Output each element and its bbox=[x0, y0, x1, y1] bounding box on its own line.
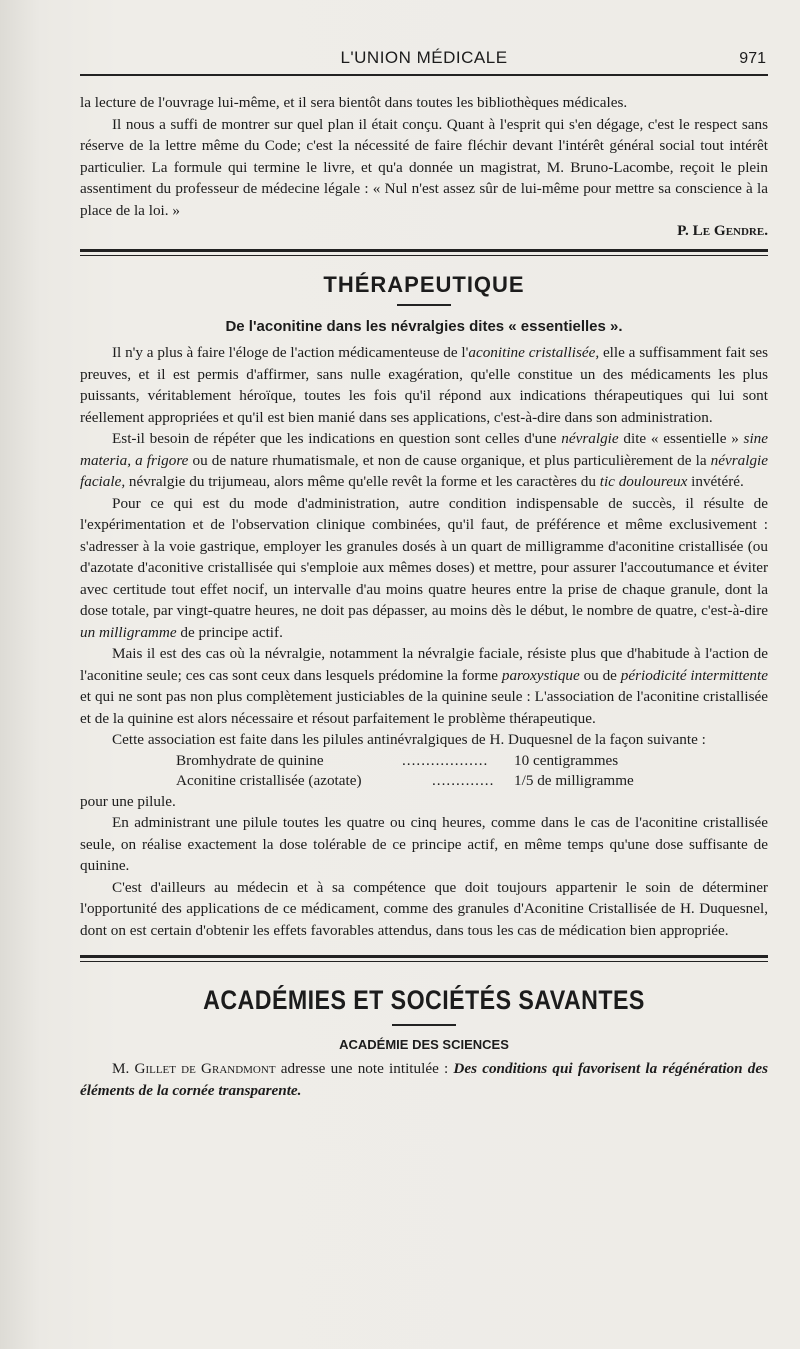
signature bbox=[80, 221, 768, 241]
ingredient-name: Bromhydrate de quinine bbox=[176, 751, 324, 769]
emphasis: tic douloureux bbox=[599, 473, 688, 490]
academy-subtitle: ACADÉMIE DES SCIENCES bbox=[339, 1037, 509, 1052]
intro-paragraph-2: Il nous a suffi de montrer sur quel plan il était conçu. Quant à l'esprit qui s'en dégage, c'est le respect sans réserve de la lettre même du Code; c'est la nécessité de faire fléchir devant l'intérêt général social tout intérêt particulier. La formule qui termine le livre, et qu'a donnée un magistrat, M. Bruno-Lacombe, reçoit le plein assentiment du professeur de médecine légale : « Nul n'est assez sûr de lui-même pour mettre sa conscience à la place de la loi. » bbox=[80, 115, 768, 219]
text-span: et qui ne sont pas non plus complètement justiciables de la quinine seule : L'association de l'aconitine cristallisée et de la quinine est alors nécessaire et résout parfaitement le problème thérapeutique. bbox=[80, 688, 768, 727]
text-span: elle a suffisamment fait ses preuves, et il est permis d'affirmer, sans nulle exagération, qu'elle constitue un des médicaments les plus puissants, véritablement héroïque, toutes les fois qu'il répond aux indications thérapeutiques qui lui sont réellement appropriées et qu'il est bien manié dans ses applications, c'est-à-dire dans son administration. bbox=[80, 344, 769, 426]
emphasis: sine materia, a frigore bbox=[80, 430, 769, 469]
text-span: névralgie du trijumeau, alors même qu'elle revêt la forme et les caractères du bbox=[125, 473, 600, 490]
text-span: adresse une note intitulée : bbox=[275, 1060, 454, 1077]
text-span: ou de nature rhumatismale, et non de cause organique, et plus particulièrement de la bbox=[188, 451, 711, 469]
emphasis: névralgie bbox=[561, 430, 619, 447]
formula-end: pour une pilule. bbox=[80, 792, 176, 810]
leader-dots: .................. bbox=[402, 751, 489, 769]
emphasis: névralgie faciale, bbox=[80, 451, 768, 490]
text-span: de principe actif. bbox=[176, 623, 283, 641]
academies-paragraph-1 bbox=[80, 1058, 768, 1101]
text-span: ou de bbox=[579, 666, 621, 684]
therapeutique-paragraph-4 bbox=[80, 643, 768, 729]
formula-row bbox=[176, 771, 768, 791]
therapeutique-paragraph-1 bbox=[80, 342, 768, 428]
signature-name: P. Le Gendre. bbox=[677, 222, 768, 239]
section-title-academies: ACADÉMIES ET SOCIÉTÉS SAVANTES bbox=[203, 985, 645, 1015]
formula-table bbox=[176, 751, 768, 791]
text-span: Pour ce qui est du mode d'administration, autre condition indispensable de succès, il résulte de l'expérimentation et de l'observation clinique combinées, qu'il faut, de préférence et même exclusivement : s'adresser à la voie gastrique, employer les granules dosés à un quart de milligramme d'aconitine cristallisée (ou d'azotate d'aconitive cristallisée qui s'emploie aux mêmes doses) et mettre, pour assurer l'accoutumance et éviter avec certitude tout effet nocif, un intervalle d'au moins quatre heures entre la prise de chaque granule, dont la dose totale, par vingt-quatre heures, ne doit pas dépasser, au moins dès le début, le nombre de quatre, c'est-à-dire bbox=[80, 494, 768, 619]
section-divider bbox=[80, 955, 768, 962]
ingredient-name: Aconitine cristallisée (azotate) bbox=[176, 771, 362, 789]
leader-dots: ............. bbox=[432, 771, 495, 789]
title-underline bbox=[397, 304, 451, 306]
section-title-therapeutique: THÉRAPEUTIQUE bbox=[323, 272, 525, 297]
therapeutique-paragraph-5: Cette association est faite dans les pilules antinévralgiques de H. Duquesnel de la façon suivante : bbox=[112, 731, 706, 748]
ingredient-quantity: 1/5 de milligramme bbox=[514, 771, 634, 789]
therapeutique-paragraph-3 bbox=[80, 493, 768, 644]
journal-title: L'UNION MÉDICALE bbox=[340, 48, 508, 67]
title-underline bbox=[392, 1024, 456, 1026]
emphasis: périodicité intermittente bbox=[620, 666, 768, 684]
therapeutique-paragraph-7: C'est d'ailleurs au médecin et à sa compétence que doit toujours appartenir le soin de déterminer l'opportunité des applications de ce médicament, comme des granules d'Aconitine Cristallisée de H. Duquesnel, dont on est certain d'obtenir les effets favorables attendus, dans tous les cas de médication bien appropriée. bbox=[80, 878, 768, 939]
text-span: dite « essentielle » bbox=[618, 430, 744, 447]
therapeutique-paragraph-6: En administrant une pilule toutes les quatre ou cinq heures, comme dans le cas de l'aconitine cristallisée seule, on réalise exactement la dose tolérable de ce principe actif, en même temps qu'une dose suffisante de quinine. bbox=[80, 814, 768, 874]
text-span: Il n'y a plus à faire l'éloge de l'action médicamenteuse de l' bbox=[112, 344, 469, 361]
section-divider bbox=[80, 249, 768, 256]
emphasis: un milligramme bbox=[80, 623, 177, 641]
formula-row bbox=[176, 751, 768, 771]
article-subtitle: De l'aconitine dans les névralgies dites « essentielles ». bbox=[225, 318, 623, 335]
author-name: M. Gillet de Grandmont bbox=[112, 1060, 276, 1077]
page-number: 971 bbox=[739, 50, 766, 67]
intro-paragraph-1: la lecture de l'ouvrage lui-même, et il sera bientôt dans toutes les bibliothèques médicales. bbox=[80, 94, 628, 111]
running-header bbox=[80, 48, 768, 76]
emphasis: Des conditions qui favorisent la régénération des éléments de la cornée transparente. bbox=[80, 1060, 769, 1099]
page-content bbox=[80, 92, 768, 1101]
text-span: Mais il est des cas où la névralgie, notamment la névralgie faciale, résiste plus que d'habitude à l'action de l'aconitine seule; ces cas sont ceux dans lesquels prédomine la forme bbox=[80, 645, 768, 684]
text-span: Est-il besoin de répéter que les indications en question sont celles d'une bbox=[112, 430, 562, 447]
ingredient-quantity: 10 centigrammes bbox=[514, 751, 619, 769]
emphasis: paroxystique bbox=[501, 666, 580, 684]
emphasis: aconitine cristallisée, bbox=[468, 344, 600, 361]
text-span: invétéré. bbox=[687, 473, 744, 490]
therapeutique-paragraph-2 bbox=[80, 428, 768, 493]
